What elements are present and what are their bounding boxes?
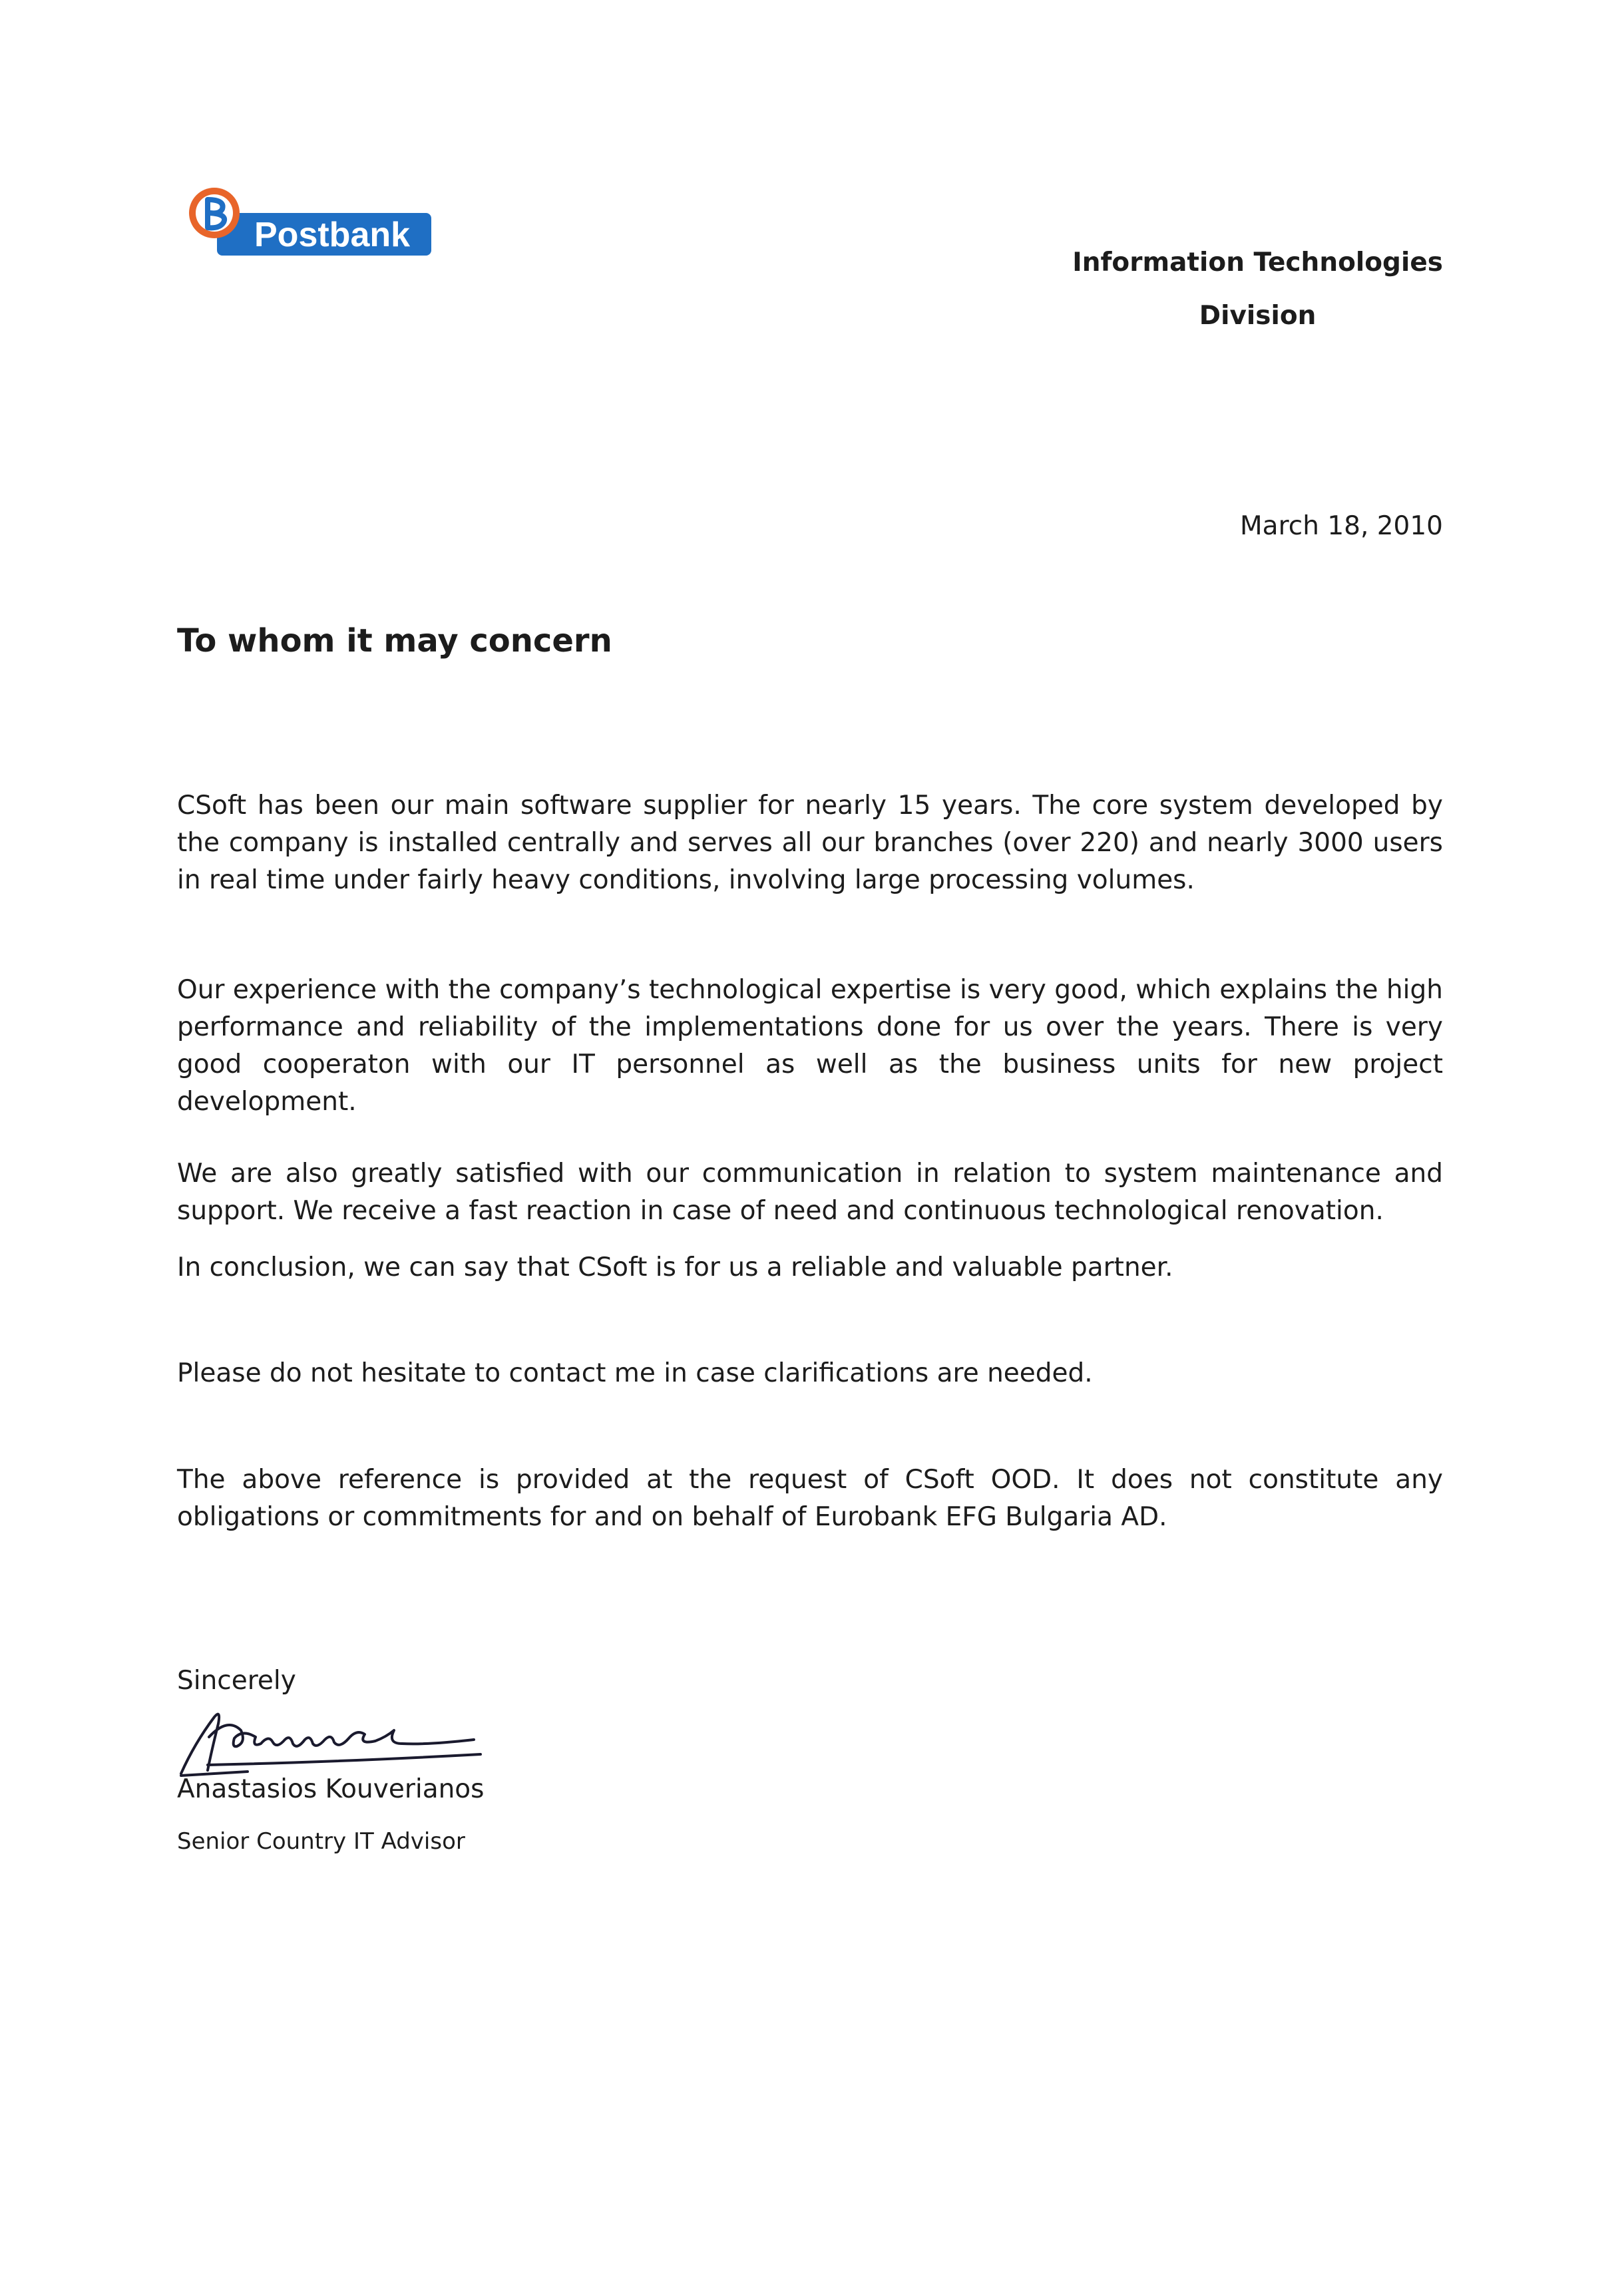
postbank-logo: [188, 185, 434, 260]
paragraph-1: CSoft has been our main software supplier for nearly 15 years. The core system developed by the company is installed centrally and serves all our branches (over 220) and nearly 3000 users in real time under fairly heavy conditions, involving large processing volumes.: [177, 791, 1443, 895]
division-line-2: Division: [1199, 301, 1316, 331]
signer-name: Anastasios Kouverianos: [177, 1774, 485, 1804]
division-header: [1072, 236, 1443, 343]
division-line-1: Information Technologies: [1072, 248, 1443, 278]
letter-date: March 18, 2010: [1240, 511, 1443, 541]
logo-text: Postbank: [254, 216, 411, 254]
paragraph-6: The above reference is provided at the request of CSoft OOD. It does not constitute any obligations or commitments for and on behalf of Eurobank EFG Bulgaria AD.: [177, 1465, 1443, 1532]
salutation: To whom it may concern: [177, 622, 612, 660]
paragraph-5: Please do not hesitate to contact me in case clarifications are needed.: [177, 1358, 1093, 1388]
paragraph-2: Our experience with the company’s technological expertise is very good, which explains the high performance and reliability of the implementations done for us over the years. There is very good cooperaton with our IT personnel as well as the business units for new project development.: [177, 975, 1443, 1117]
handwritten-signature: [168, 1690, 501, 1784]
postbank-logo-graphic: [188, 185, 434, 260]
paragraph-3: We are also greatly satisfied with our communication in relation to system maintenance and support. We receive a fast reaction in case of need and continuous technological renovation.: [177, 1159, 1443, 1226]
closing: Sincerely: [177, 1666, 296, 1696]
paragraph-4: In conclusion, we can say that CSoft is for us a reliable and valuable partner.: [177, 1252, 1173, 1282]
signer-title: Senior Country IT Advisor: [177, 1828, 465, 1855]
